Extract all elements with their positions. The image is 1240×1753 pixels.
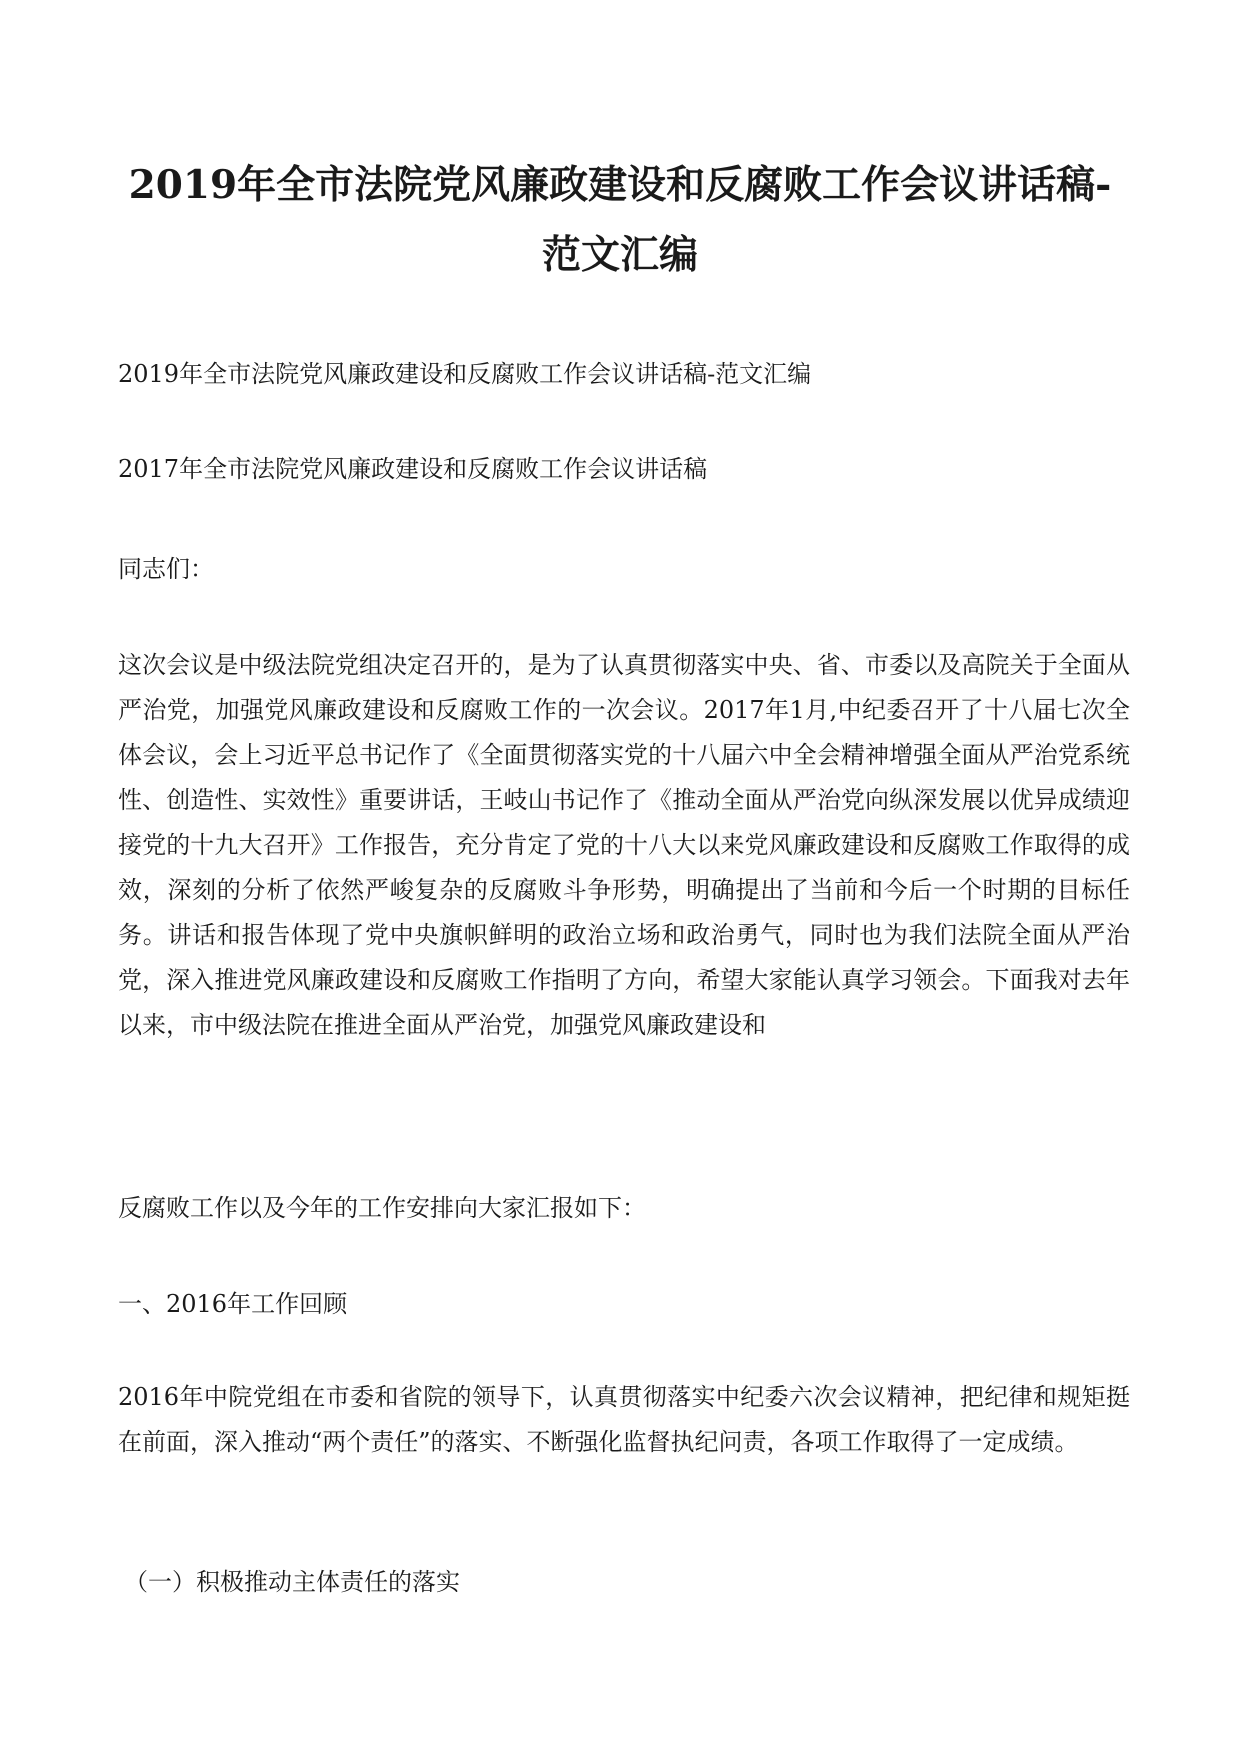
subsection-heading-1: （一）积极推动主体责任的落实 <box>124 1568 460 1596</box>
document-title: 2019年全市法院党风廉政建设和反腐败工作会议讲话稿-范文汇编 <box>128 162 1112 278</box>
section-heading-1: 一、2016年工作回顾 <box>118 1290 348 1318</box>
body-paragraph-1: 这次会议是中级法院党组决定召开的，是为了认真贯彻落实中央、省、市委以及高院关于全面从严治党，加强党风廉政建设和反腐败工作的一次会议。2017年1月,中纪委召开了十八届七次全体会议，会上习近平总书记作了《全面贯彻落实党的十八届六中全会精神增强全面从严治党系统性、创造性、实效性》重要讲话，王岐山书记作了《推动全面从严治党向纵深发展以优异成绩迎接党的十九大召开》工作报告，充分肯定了党的十八大以来党风廉政建设和反腐败工作取得的成效，深刻的分析了依然严峻复杂的反腐败斗争形势，明确提出了当前和今后一个时期的目标任务。讲话和报告体现了党中央旗帜鲜明的政治立场和政治勇气，同时也为我们法院全面从严治党，深入推进党风廉政建设和反腐败工作指明了方向，希望大家能认真学习领会。下面我对去年以来，市中级法院在推进全面从严治党，加强党风廉政建设和 <box>118 651 1130 1039</box>
greeting: 同志们： <box>118 555 214 583</box>
document-subtitle: 2019年全市法院党风廉政建设和反腐败工作会议讲话稿-范文汇编 <box>118 360 812 388</box>
speech-title: 2017年全市法院党风廉政建设和反腐败工作会议讲话稿 <box>118 455 708 483</box>
body-paragraph-2: 反腐败工作以及今年的工作安排向大家汇报如下： <box>118 1194 646 1222</box>
body-paragraph-3: 2016年中院党组在市委和省院的领导下，认真贯彻落实中纪委六次会议精神，把纪律和规矩挺在前面，深入推动“两个责任”的落实、不断强化监督执纪问责，各项工作取得了一定成绩。 <box>118 1383 1130 1456</box>
